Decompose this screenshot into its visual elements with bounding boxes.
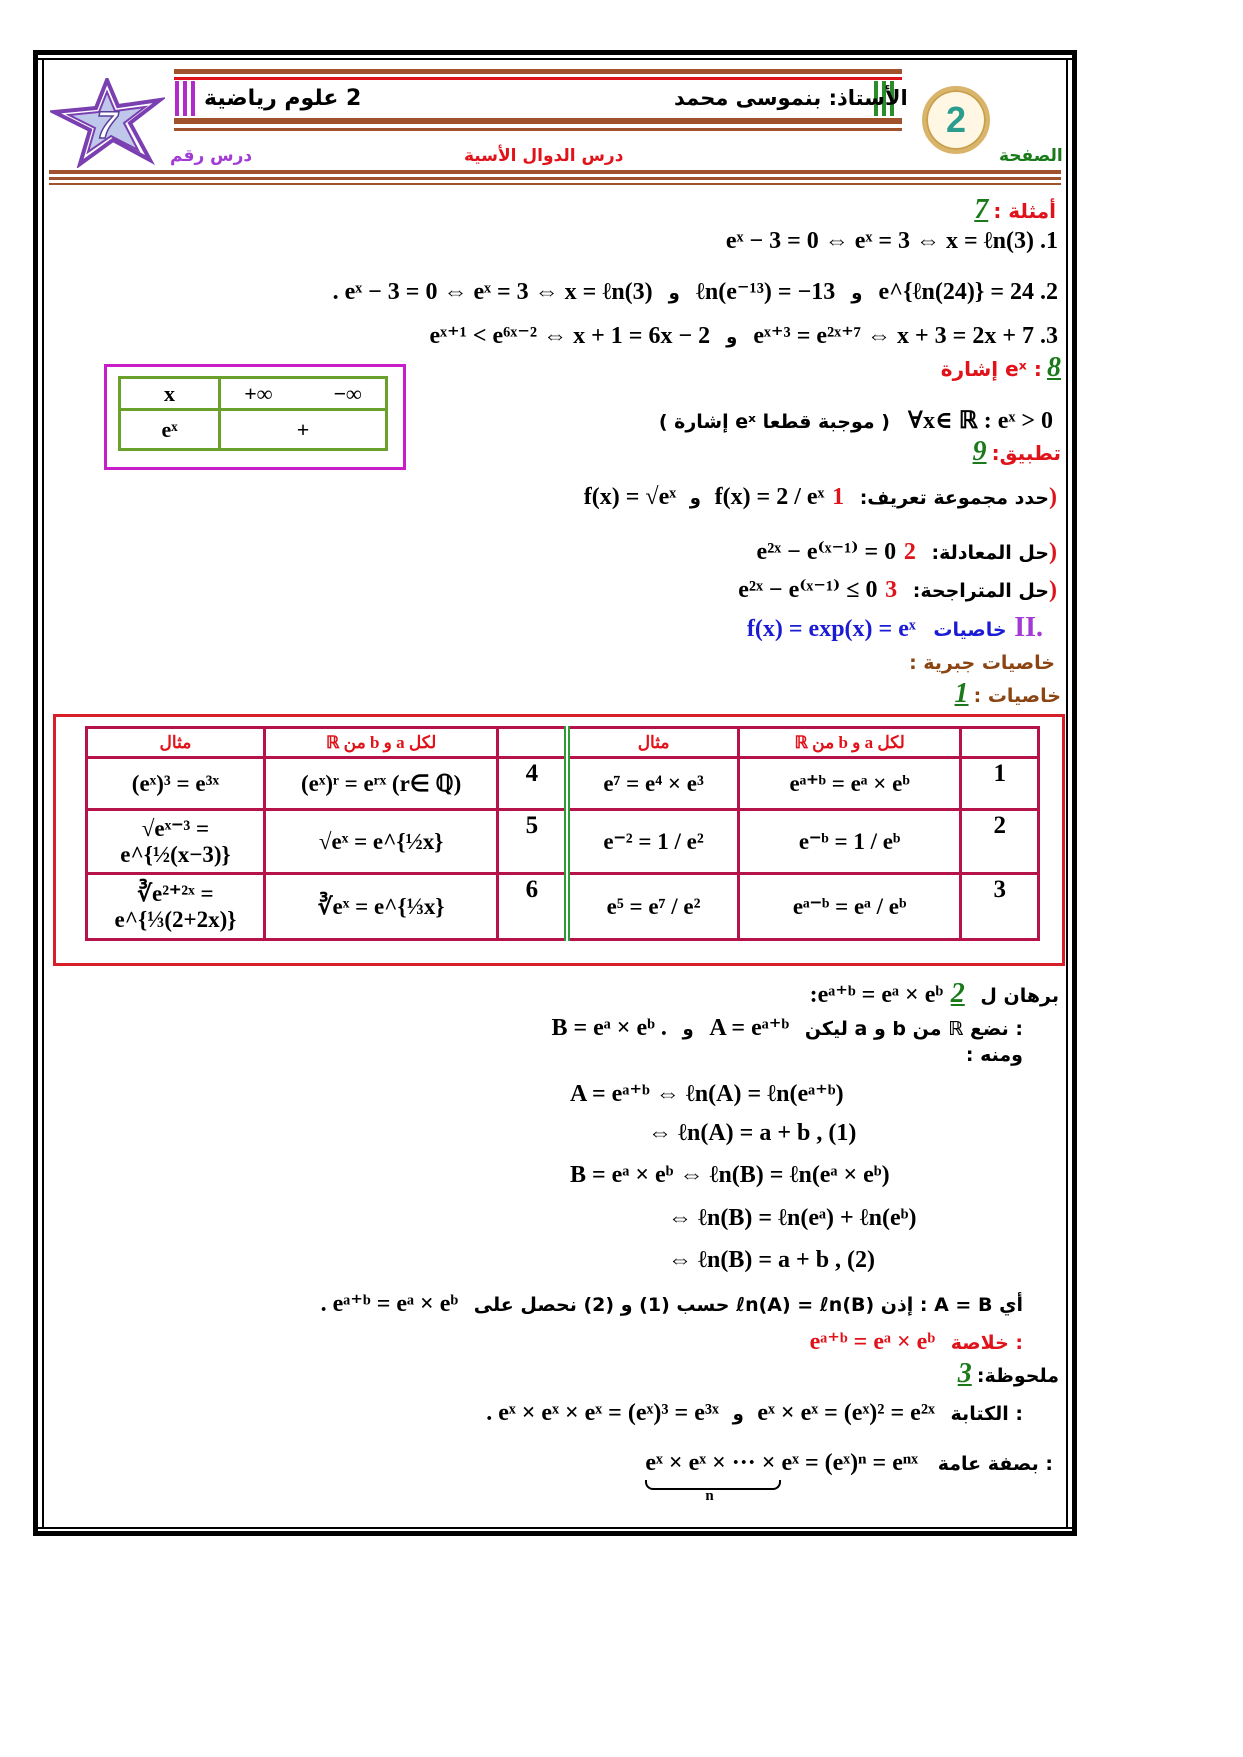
proof-number: 2 <box>950 978 965 1009</box>
proof-title-math: :eᵃ⁺ᵇ = eᵃ × eᵇ <box>809 982 944 1008</box>
application-q1 <box>584 482 1057 511</box>
section-9-title: تطبيق: <box>991 441 1061 465</box>
section-8-number: 8 <box>1047 352 1061 383</box>
note-writing-and: و <box>732 1404 744 1425</box>
application-q1-math-b: f(x) = √eˣ <box>583 484 677 510</box>
row3-number-right: 6 <box>498 874 567 940</box>
row1-property-right: (eˣ)ʳ = eʳˣ (r∈ ℚ) <box>264 758 498 810</box>
proof-let-math-b: B = eᵃ × eᵇ . <box>551 1015 667 1041</box>
header <box>44 60 1066 195</box>
row2-property-right: √eˣ = e^{½x} <box>264 810 498 874</box>
part-2-math: f(x) = exp(x) = eˣ <box>746 616 916 642</box>
row3-example-right: ∛e²⁺²ˣ = e^{⅓(2+2x)} <box>87 874 265 940</box>
row2-example-left: e⁻² = 1 / e² <box>567 810 738 874</box>
sign-table-row-label: eˣ <box>120 410 220 450</box>
note-general-math: eˣ × eˣ × ··· × eˣ = (eˣ)ⁿ = eⁿˣ <box>645 1450 919 1476</box>
star-logo-icon <box>50 78 165 168</box>
application-q3-number: 3) <box>885 577 1057 603</box>
example-2-number: .2 <box>1040 279 1058 305</box>
row1-number-left: 1 <box>961 758 1039 810</box>
page-label: الصفحة <box>999 146 1063 166</box>
proof-summary-math: eᵃ⁺ᵇ = eᵃ × eᵇ <box>809 1329 936 1355</box>
proof-conclusion-text: حسب (1) و (2) نحصل على ℓn(A) = ℓn(B) إذن : A = B أي <box>473 1294 1023 1316</box>
row2-example-right: √eˣ⁻³ = e^{½(x−3)} <box>87 810 265 874</box>
properties-row <box>87 810 1039 874</box>
properties-row <box>87 874 1039 940</box>
header-num-left <box>498 728 567 758</box>
proof-let <box>551 1012 1023 1042</box>
application-q1-text: حدد مجموعة تعريف: <box>859 487 1049 509</box>
top-rule-thick <box>33 50 1077 55</box>
proof-summary <box>810 1326 1023 1356</box>
row3-property-left: eᵃ⁻ᵇ = eᵃ / eᵇ <box>738 874 961 940</box>
sign-table-x-label: x <box>120 378 220 410</box>
note-writing-math-a: eˣ × eˣ = (eˣ)² = e²ˣ <box>757 1400 935 1426</box>
right-border <box>1072 55 1077 1535</box>
sign-table-x-range <box>220 378 387 410</box>
proof-let-text: ليكن a و b من ℝ نضع : <box>804 1018 1023 1040</box>
section-8-title: إشارة eˣ : <box>940 357 1042 381</box>
proof-heading <box>810 978 1059 1010</box>
page-number-badge: 2 <box>922 86 990 154</box>
proof-conclusion-math: . eᵃ⁺ᵇ = eᵃ × eᵇ <box>320 1291 459 1317</box>
purple-strip-2 <box>183 81 187 116</box>
header-bar-top <box>174 69 902 74</box>
example-2-a: e^{ℓn(24)} = 24 <box>878 279 1034 305</box>
section-7-title: أمثلة : <box>993 199 1056 223</box>
example-1-number: .1 <box>1040 228 1058 254</box>
left-border <box>33 55 38 1535</box>
example-2-c: . eˣ − 3 = 0 ⇔ eˣ = 3 ⇔ x = ℓn(3) <box>332 279 653 305</box>
application-q3-math: e²ˣ − e⁽ˣ⁻¹⁾ ≤ 0 <box>738 577 878 603</box>
application-q2-number: 2) <box>903 539 1057 565</box>
sign-statement <box>659 405 1053 435</box>
header-forall-right: لكل a و b من ℝ <box>738 728 961 758</box>
sign-table-plus-inf: +∞ <box>244 380 273 406</box>
proof-line-2: ⇔ ℓn(A) = a + b , (1) <box>648 1120 857 1146</box>
sign-table-minus-inf: −∞ <box>333 380 362 406</box>
algebraic-properties-label: خاصيات جبرية : <box>909 652 1055 674</box>
proof-hence: ومنه : <box>965 1044 1023 1066</box>
part-2-roman: II. <box>1014 612 1043 643</box>
sign-statement-text: ( إشارة eˣ موجبة قطعا ) <box>658 411 890 433</box>
properties-row <box>87 758 1039 810</box>
example-1-math: eˣ − 3 = 0 ⇔ eˣ = 3 ⇔ x = ℓn(3) <box>725 228 1034 254</box>
application-q2-text: حل المعادلة: <box>931 542 1049 564</box>
header-forall-left: لكل a و b من ℝ <box>264 728 498 758</box>
header-rule-2 <box>49 177 1061 180</box>
header-bar-mid <box>174 118 902 124</box>
row2-number-left: 2 <box>961 810 1039 874</box>
note-writing <box>486 1398 1023 1427</box>
row2-number-right: 5 <box>498 810 567 874</box>
proof-let-and: و <box>682 1019 694 1040</box>
note-number: 3 <box>957 1358 972 1389</box>
note-writing-math-b: . eˣ × eˣ × eˣ = (eˣ)³ = e³ˣ <box>486 1400 719 1426</box>
note-title: ملحوظة: <box>976 1365 1059 1387</box>
teacher-name: الأستاذ: بنموسى محمد <box>674 86 908 110</box>
row3-example-left: e⁵ = e⁷ / e² <box>567 874 738 940</box>
lesson-title: درس الدوال الأسية <box>464 146 624 166</box>
header-num-right <box>961 728 1039 758</box>
bottom-rule-thin <box>33 1527 1077 1529</box>
proof-line-3: B = eᵃ × eᵇ ⇔ ℓn(B) = ℓn(eᵃ × eᵇ) <box>570 1162 890 1188</box>
application-q2-math: e²ˣ − e⁽ˣ⁻¹⁾ = 0 <box>756 539 897 565</box>
note-writing-label: الكتابة : <box>950 1403 1023 1425</box>
purple-strip-1 <box>175 81 179 116</box>
subsection-1-heading <box>955 678 1061 710</box>
section-8-heading <box>941 352 1061 384</box>
subsection-1-title: خاصيات : <box>973 685 1061 707</box>
proof-title: برهان ل <box>980 985 1059 1007</box>
example-2 <box>333 276 1058 306</box>
header-example-left: مثال <box>87 728 265 758</box>
section-9-number: 9 <box>972 436 987 467</box>
note-heading <box>958 1358 1059 1390</box>
example-2-and-2: و <box>668 283 680 304</box>
section-7-number: 7 <box>974 194 989 225</box>
section-9-heading <box>973 436 1061 468</box>
purple-strip-3 <box>191 81 195 116</box>
application-q2 <box>756 536 1057 566</box>
header-rule-1 <box>49 170 1061 174</box>
underbrace-n: n <box>705 1488 714 1504</box>
row1-number-right: 4 <box>498 758 567 810</box>
sign-statement-math: ∀x∈ ℝ : eˣ > 0 <box>907 408 1053 434</box>
example-1 <box>726 228 1058 255</box>
example-2-b: ℓn(e⁻¹³) = −13 <box>695 279 836 305</box>
row1-example-left: e⁷ = e⁴ × e³ <box>567 758 738 810</box>
bottom-rule-thick <box>33 1531 1077 1536</box>
row1-example-right: (eˣ)³ = e³ˣ <box>87 758 265 810</box>
svg-text:7: 7 <box>96 105 118 147</box>
part-2-title: خاصيات <box>933 619 1007 641</box>
proof-summary-label: خلاصة : <box>950 1332 1023 1354</box>
row1-property-left: eᵃ⁺ᵇ = eᵃ × eᵇ <box>738 758 961 810</box>
lesson-number-label: درس رقم <box>170 146 253 166</box>
header-example-right: مثال <box>567 728 738 758</box>
note-general <box>645 1448 1053 1504</box>
subsection-1-number: 1 <box>954 678 969 709</box>
example-3-and: و <box>726 327 738 348</box>
proof-line-5: ⇔ ℓn(B) = a + b , (2) <box>668 1247 876 1273</box>
example-3-a: eˣ⁺³ = e²ˣ⁺⁷ ⇔ x + 3 = 2x + 7 <box>753 323 1034 349</box>
application-q1-and: و <box>689 488 701 509</box>
level-label: 2 علوم رياضية <box>204 86 362 111</box>
sign-table <box>118 376 388 451</box>
section-7-heading <box>974 194 1056 226</box>
application-q1-math-a: f(x) = 2 / eˣ <box>714 484 825 510</box>
part-2-heading <box>747 612 1043 644</box>
header-bar-mid2 <box>174 128 902 131</box>
note-general-math-wrap <box>645 1450 919 1504</box>
application-q3-text: حل المتراجحة: <box>912 580 1049 602</box>
proof-line-4: ⇔ ℓn(B) = ℓn(eᵃ) + ℓn(eᵇ) <box>668 1205 917 1231</box>
example-3-b: eˣ⁺¹ < e⁶ˣ⁻² ⇔ x + 1 = 6x − 2 <box>429 323 711 349</box>
row3-property-right: ∛eˣ = e^{⅓x} <box>264 874 498 940</box>
row3-number-left: 3 <box>961 874 1039 940</box>
application-q3 <box>738 574 1057 604</box>
example-2-and-1: و <box>851 283 863 304</box>
header-bar-red <box>174 77 902 80</box>
header-rule-3 <box>49 183 1061 185</box>
proof-let-math-a: A = eᵃ⁺ᵇ <box>709 1015 790 1041</box>
proof-conclusion <box>321 1288 1023 1318</box>
properties-table <box>85 726 1040 941</box>
example-3-number: .3 <box>1040 323 1058 349</box>
row2-property-left: e⁻ᵇ = 1 / eᵇ <box>738 810 961 874</box>
sign-table-sign: + <box>220 410 387 450</box>
proof-line-1: A = eᵃ⁺ᵇ ⇔ ℓn(A) = ℓn(eᵃ⁺ᵇ) <box>570 1081 844 1107</box>
properties-header-row <box>87 728 1039 758</box>
application-q1-number: 1) <box>832 484 1057 510</box>
section-7 <box>44 190 1064 350</box>
note-general-label: بصفة عامة : <box>937 1453 1053 1475</box>
right-border-inner <box>1066 60 1068 1527</box>
example-3 <box>429 320 1058 350</box>
